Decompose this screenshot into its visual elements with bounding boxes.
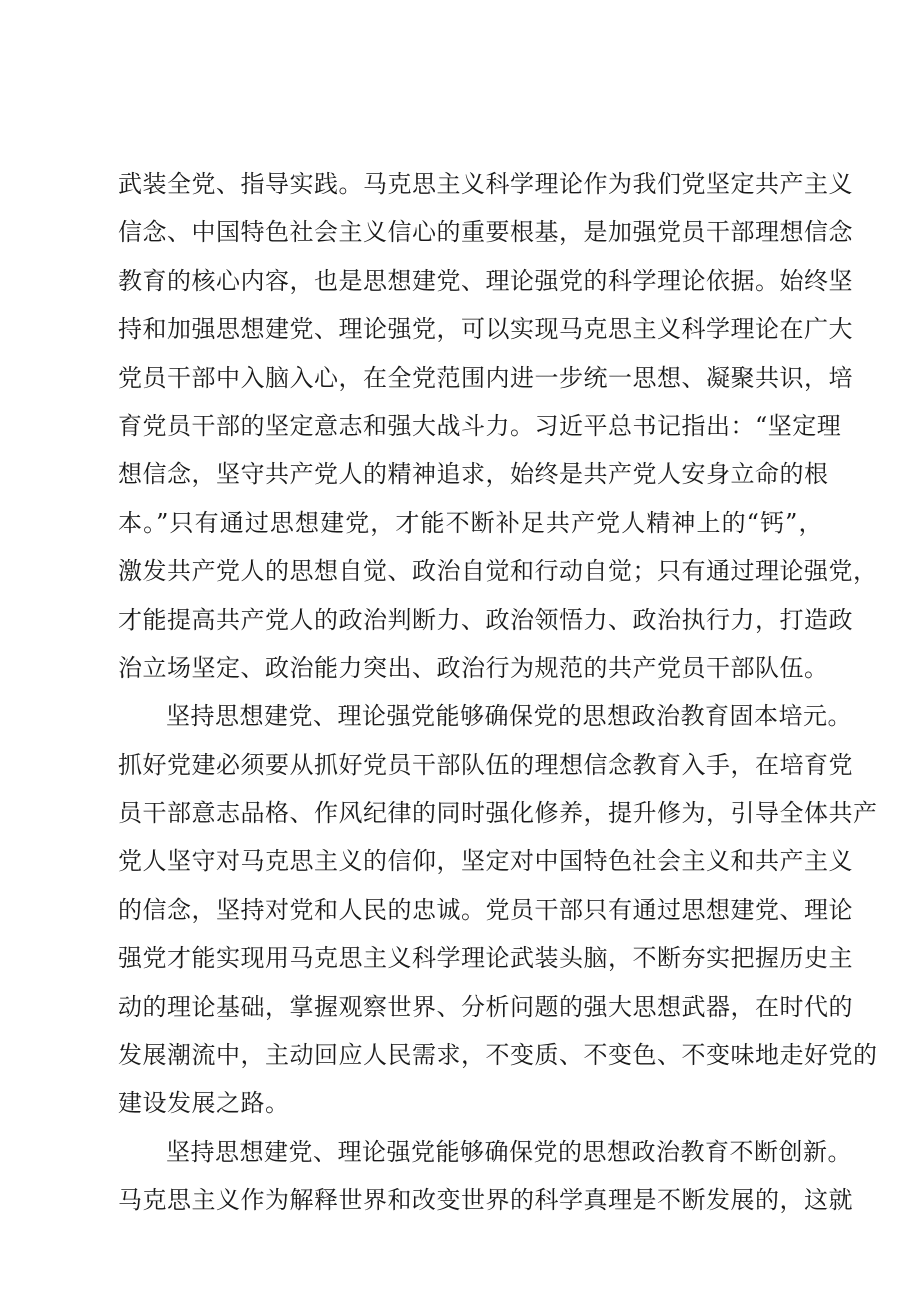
text-line: 党员干部中入脑入心，在全党范围内进一步统一思想、凝聚共识，培 bbox=[118, 363, 853, 392]
text-line: 持和加强思想建党、理论强党，可以实现马克思主义科学理论在广大 bbox=[118, 315, 853, 344]
text-line: 坚持思想建党、理论强党能够确保党的思想政治教育不断创新。 bbox=[166, 1137, 852, 1166]
text-line: 发展潮流中，主动回应人民需求，不变质、不变色、不变味地走好党的 bbox=[118, 1041, 878, 1070]
text-line: 抓好党建必须要从抓好党员干部队伍的理想信念教育入手，在培育党 bbox=[118, 750, 853, 779]
text-line: 员干部意志品格、作风纪律的同时强化修养，提升修为，引导全体共产 bbox=[118, 799, 878, 828]
document-body bbox=[118, 160, 878, 1225]
paragraph-3 bbox=[118, 1128, 853, 1225]
text-line: 动的理论基础，掌握观察世界、分析问题的强大思想武器，在时代的 bbox=[118, 992, 853, 1021]
text-line: 坚持思想建党、理论强党能够确保党的思想政治教育固本培元。 bbox=[166, 702, 852, 731]
text-line: 的信念，坚持对党和人民的忠诚。党员干部只有通过思想建党、理论 bbox=[118, 895, 853, 924]
text-line: 本。”只有通过思想建党，才能不断补足共产党人精神上的“钙”， bbox=[118, 508, 823, 537]
text-line: 武装全党、指导实践。马克思主义科学理论作为我们党坚定共产主义 bbox=[118, 170, 853, 198]
text-line: 信念、中国特色社会主义信心的重要根基，是加强党员干部理想信念 bbox=[118, 218, 853, 247]
text-line: 强党才能实现用马克思主义科学理论武装头脑，不断夯实把握历史主 bbox=[118, 944, 853, 973]
text-line: 想信念，坚守共产党人的精神追求，始终是共产党人安身立命的根 bbox=[118, 460, 829, 489]
text-line: 激发共产党人的思想自觉、政治自觉和行动自觉；只有通过理论强党， bbox=[118, 557, 878, 586]
text-line: 教育的核心内容，也是思想建党、理论强党的科学理论依据。始终坚 bbox=[118, 266, 853, 295]
text-line: 治立场坚定、政治能力突出、政治行为规范的共产党员干部队伍。 bbox=[118, 653, 829, 682]
paragraph-1 bbox=[118, 160, 878, 692]
text-line: 育党员干部的坚定意志和强大战斗力。习近平总书记指出：“坚定理 bbox=[118, 411, 842, 440]
paragraph-2 bbox=[118, 692, 878, 1128]
text-line: 建设发展之路。 bbox=[118, 1089, 290, 1118]
text-line: 马克思主义作为解释世界和改变世界的科学真理是不断发展的，这就 bbox=[118, 1186, 853, 1215]
text-line: 党人坚守对马克思主义的信仰，坚定对中国特色社会主义和共产主义 bbox=[118, 847, 853, 876]
text-line: 才能提高共产党人的政治判断力、政治领悟力、政治执行力，打造政 bbox=[118, 605, 853, 634]
